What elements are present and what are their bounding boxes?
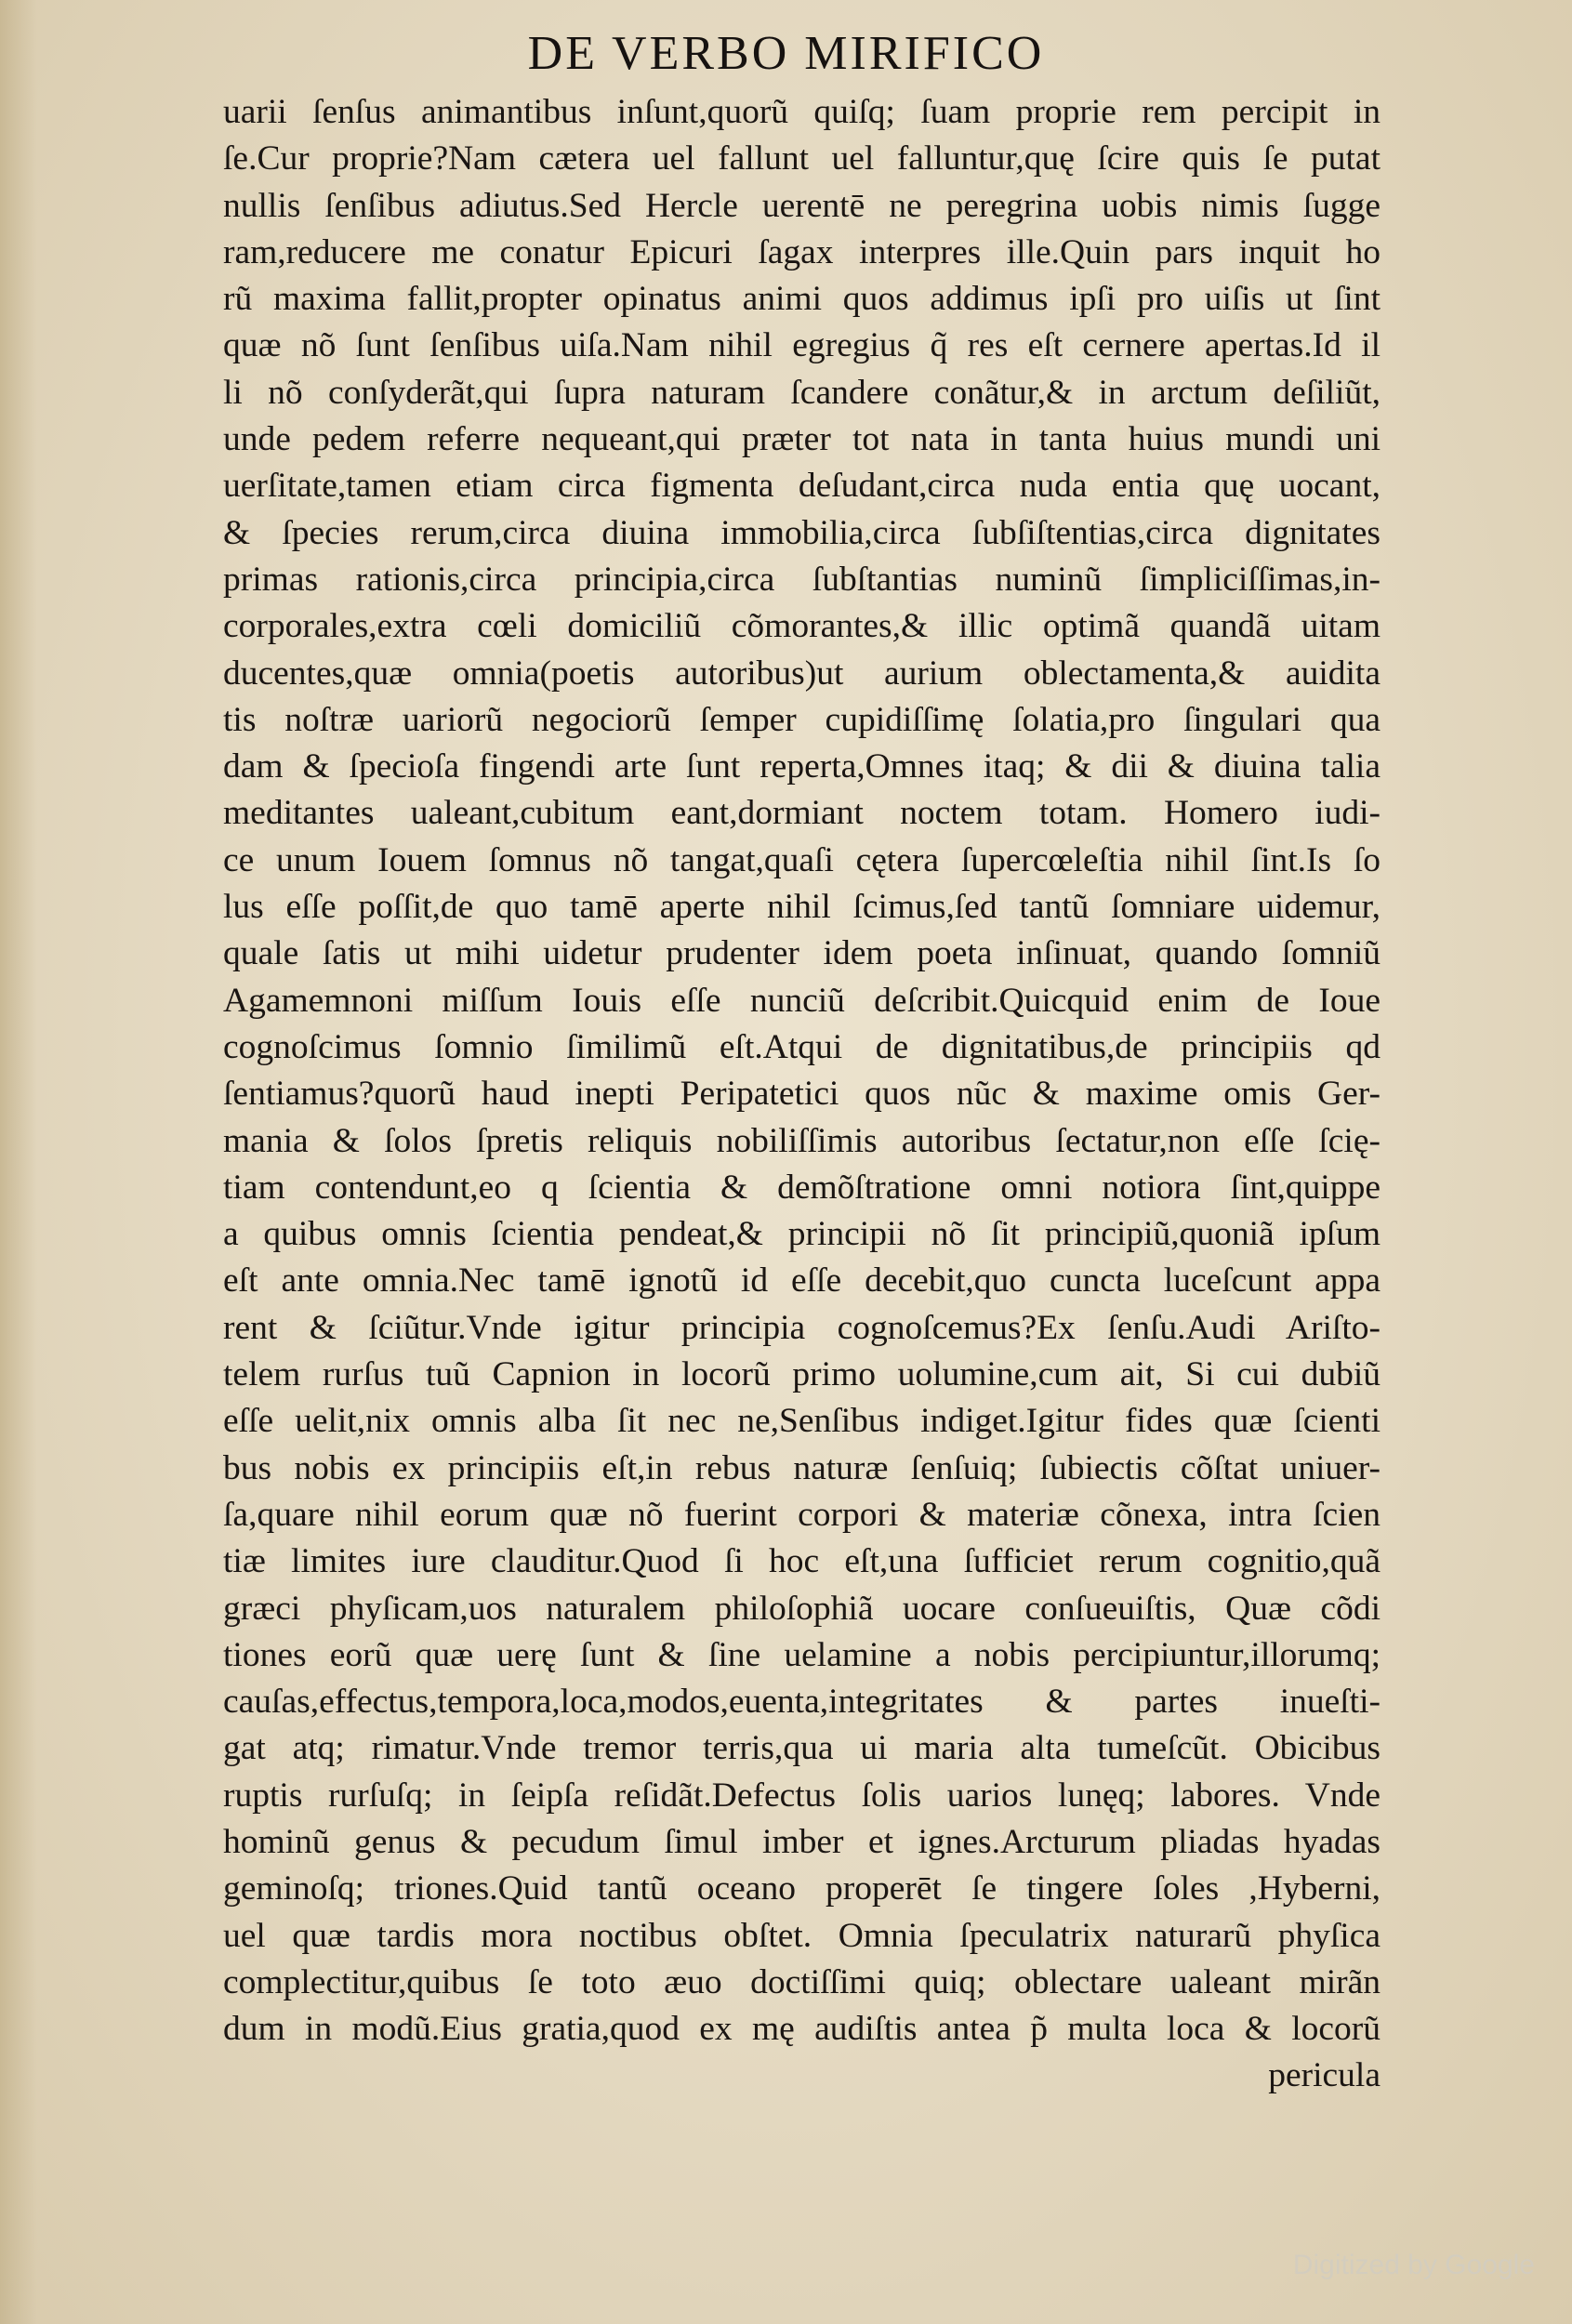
text-line: ruptis rurſuſq; in ſeipſa reſidãt.Defectus ſolis uarios lunęq; labores. Vnde: [223, 1776, 1380, 1815]
text-line: lus eſſe poſſit,de quo tamē aperte nihil ſcimus,ſed tantũ ſomniare uidemur,: [223, 888, 1380, 927]
text-line: uarii ſenſus animantibus inſunt,quorũ quiſq; ſuam proprie rem percipit in: [223, 93, 1380, 131]
text-line: unde pedem referre nequeant,qui præter tot nata in tanta huius mundi uni: [223, 420, 1380, 459]
text-line: ducentes,quæ omnia(poetis autoribus)ut aurium oblectamenta,& auidita: [223, 654, 1380, 693]
text-line: hominũ genus & pecudum ſimul imber et ignes.Arcturum pliadas hyadas: [223, 1822, 1380, 1861]
text-line: corporales,extra cœli domiciliũ cõmorantes,& illic optimã quandã uitam: [223, 607, 1380, 646]
text-line: & ſpecies rerum,circa diuina immobilia,circa ſubſiſtentias,circa dignitates: [223, 513, 1380, 552]
body-text: [223, 89, 1380, 2100]
text-line: tiæ limites iure clauditur.Quod ſi hoc eſt,una ſufficiet rerum cognitio,quã: [223, 1542, 1380, 1581]
running-head: DE VERBO MIRIFICO: [527, 27, 1045, 80]
text-line: tiones eorũ quæ uerę ſunt & ſine uelamine a nobis percipiuntur,illorumq;: [223, 1635, 1380, 1674]
text-line: ce unum Iouem ſomnus nõ tangat,quaſi cętera ſupercœleſtia nihil ſint.Is ſo: [223, 840, 1380, 879]
text-line: græci phyſicam,uos naturalem philoſophiã uocare conſueuiſtis, Quæ cõdi: [223, 1589, 1380, 1628]
text-line: ram,reducere me conatur Epicuri ſagax interpres ille.Quin pars inquit ho: [223, 232, 1380, 271]
text-line: nullis ſenſibus adiutus.Sed Hercle uerentē ne peregrina uobis nimis ſugge: [223, 186, 1380, 225]
text-line: rũ maxima fallit,propter opinatus animi quos addimus ipſi pro uiſis ut ſint: [223, 280, 1380, 319]
text-line: telem rurſus tuũ Capnion in locorũ primo uolumine,cum ait, Si cui dubiũ: [223, 1355, 1380, 1394]
text-line: ſentiamus?quorũ haud inepti Peripatetici quos nũc & maxime omis Ger-: [223, 1075, 1380, 1114]
text-line: uerſitate,tamen etiam circa figmenta deſudant,circa nuda entia quę uocant,: [223, 467, 1380, 506]
text-line: primas rationis,circa principia,circa ſubſtantias numinũ ſimpliciſſimas,in-: [223, 560, 1380, 599]
text-line: a quibus omnis ſcientia pendeat,& principii nõ ſit principiũ,quoniã ipſum: [223, 1215, 1380, 1254]
text-line: cognoſcimus ſomnio ſimilimũ eſt.Atqui de dignitatibus,de principiis qd: [223, 1027, 1380, 1066]
text-line: eſt ante omnia.Nec tamē ignotũ id eſſe decebit,quo cuncta luceſcunt appa: [223, 1261, 1380, 1301]
catchword: pericula: [1268, 2056, 1380, 2095]
text-line: gat atq; rimatur.Vnde tremor terris,qua ui maria alta tumeſcũt. Obicibus: [223, 1729, 1380, 1768]
text-line: quæ nõ ſunt ſenſibus uiſa.Nam nihil egregius q̃ res eſt cernere apertas.Id il: [223, 326, 1380, 365]
text-line: eſſe uelit,nix omnis alba ſit nec ne,Senſibus indiget.Igitur fides quæ ſcienti: [223, 1402, 1380, 1441]
text-line: li nõ conſyderãt,qui ſupra naturam ſcandere conãtur,& in arctum deſiliũt,: [223, 373, 1380, 412]
text-line: ſa,quare nihil eorum quæ nõ fuerint corpori & materiæ cõnexa, intra ſcien: [223, 1495, 1380, 1534]
text-line: dum in modũ.Eius gratia,quod ex mę audiſtis antea p̃ multa loca & locorũ: [223, 2010, 1380, 2049]
gutter-shadow: [0, 0, 37, 2324]
text-line: ſe.Cur proprie?Nam cætera uel fallunt uel falluntur,quę ſcire quis ſe putat: [223, 139, 1380, 178]
text-line: uel quæ tardis mora noctibus obſtet. Omnia ſpeculatrix naturarũ phyſica: [223, 1916, 1380, 1955]
text-line: tiam contendunt,eo q ſcientia & demõſtratione omni notiora ſint,quippe: [223, 1168, 1380, 1207]
digitization-watermark: Digitized by Google: [1292, 2250, 1535, 2280]
text-line: dam & ſpecioſa fingendi arte ſunt reperta,Omnes itaq; & dii & diuina talia: [223, 747, 1380, 786]
text-line: bus nobis ex principiis eſt,in rebus naturæ ſenſuiq; ſubiectis cõſtat uniuer-: [223, 1448, 1380, 1487]
text-line: mania & ſolos ſpretis reliquis nobiliſſimis autoribus ſectatur,non eſſe ſcię-: [223, 1121, 1380, 1160]
text-line: Agamemnoni miſſum Iouis eſſe nunciũ deſcribit.Quicquid enim de Ioue: [223, 981, 1380, 1020]
text-line: meditantes ualeant,cubitum eant,dormiant noctem totam. Homero iudi-: [223, 794, 1380, 833]
text-line: rent & ſciũtur.Vnde igitur principia cognoſcemus?Ex ſenſu.Audi Ariſto-: [223, 1308, 1380, 1347]
text-line: quale ſatis ut mihi uidetur prudenter idem poeta inſinuat, quando ſomniũ: [223, 934, 1380, 973]
text-line: complectitur,quibus ſe toto æuo doctiſſimi quiq; oblectare ualeant mirãn: [223, 1962, 1380, 2001]
text-line: geminoſq; triones.Quid tantũ oceano properēt ſe tingere ſoles ,Hyberni,: [223, 1869, 1380, 1908]
text-line: tis noſtræ uariorũ negociorũ ſemper cupidiſſimę ſolatia,pro ſingulari qua: [223, 700, 1380, 739]
text-line: cauſas,effectus,tempora,loca,modos,euenta,integritates & partes inueſti-: [223, 1683, 1380, 1722]
